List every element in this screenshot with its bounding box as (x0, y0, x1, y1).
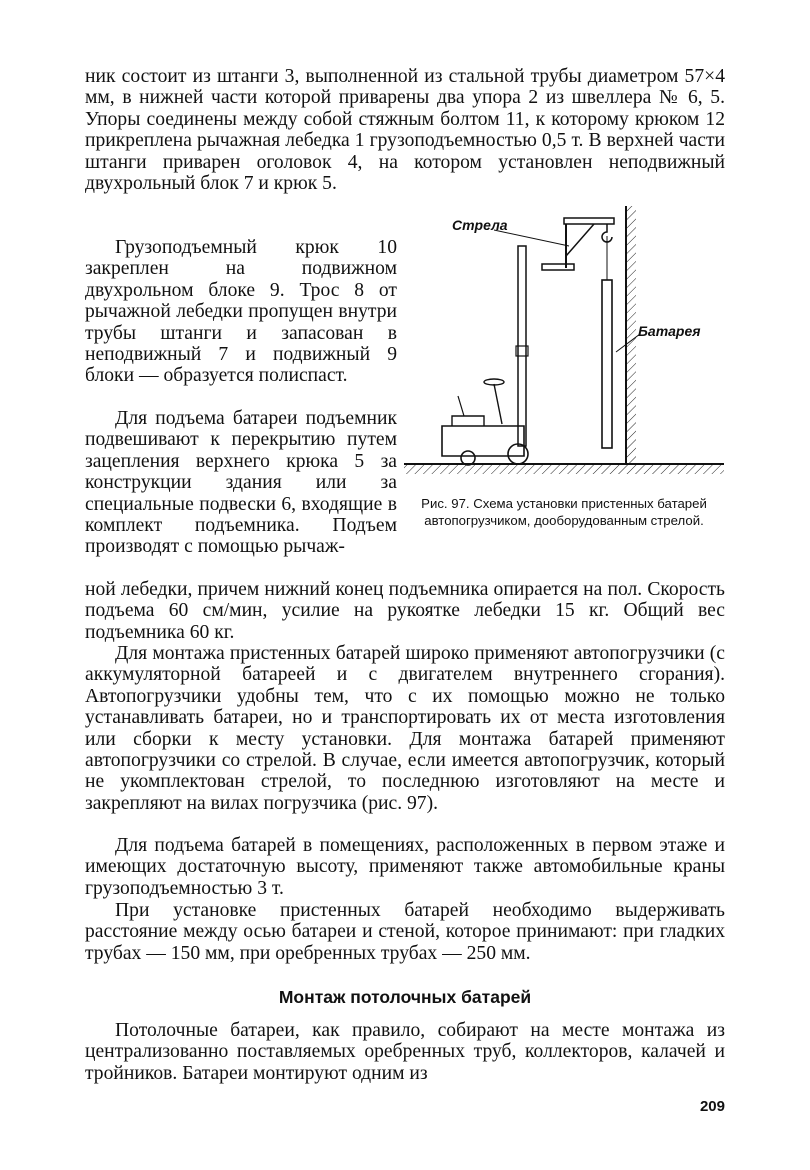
battery (602, 280, 612, 448)
paragraph-7: Потолочные батареи, как правило, собирают на месте монтажа из централизованно поставляемых оребренных труб, коллекторов, калачей и тройников. Батареи монтируют одним из (85, 1020, 725, 1084)
page-number: 209 (699, 1098, 725, 1115)
paragraph-6: При установке пристенных батарей необходимо выдерживать расстояние между осью батареи и стеной, которое принимают: при гладких трубах — 150 мм, при оребренных трубах — 250 мм. (85, 900, 725, 964)
steering-column (494, 384, 502, 424)
paragraph-3-part-b: ной лебедки, причем нижний конец подъемника опирается на пол. Скорость подъема 60 см/мин, усилие на рукоятке лебедки 15 кг. Общий вес подъемника 60 кг. (85, 579, 725, 643)
wall-hatching (626, 206, 636, 464)
forklift-diagram (404, 196, 724, 484)
control-lever (458, 396, 464, 416)
battery-label: Батарея (638, 323, 701, 339)
section-heading: Монтаж потолочных батарей (278, 987, 532, 1007)
forklift-body (442, 426, 524, 456)
boom-label: Стрела (452, 217, 508, 233)
rear-wheel (461, 451, 475, 465)
fork-carriage (542, 264, 574, 270)
forklift-seat (452, 416, 484, 426)
boom-brace (566, 224, 594, 256)
boom-beam (564, 218, 614, 224)
front-wheel (508, 444, 528, 464)
paragraph-1: ник состоит из штанги 3, выполненной из стальной трубы диаметром 57×4 мм, в нижней части которой приварены два упора 2 из швеллера № 6, 5. Упоры соединены между собой стяжным болтом 11, к которому крюком 12 прикреплена рычажная лебедка 1 грузоподъемностью 0,5 т. В верхней части штанги приварен оголовок 4, на котором установлен неподвижный двухрольный блок 7 и крюк 5. (85, 66, 725, 195)
floor-hatching (404, 464, 724, 474)
figure-caption: Рис. 97. Схема установки пристенных батарей автопогрузчиком, дооборудованным стрелой. (421, 496, 707, 528)
paragraph-3-part-a: Для подъема батареи подъемник подвешивают к перекрытию путем зацепления верхнего крюка 5 за конструкции здания или за специальные подвески 6, входящие в комплект подъемника. Подъем производят с помощью рычаж- (85, 408, 397, 558)
paragraph-4: Для монтажа пристенных батарей широко применяют автопогрузчики (с аккумуляторной батареей и с двигателем внутреннего сгорания). Автопогрузчики удобны тем, что с их помощью можно не только устанавливать батареи, но и транспортировать их от места изготовления или сборки к месту установки. Для монтажа батарей применяют автопогрузчики со стрелой. В случае, если имеется автопогрузчик, который не укомплектован стрелой, то последнюю изготовляют на месте и закрепляют на вилах погрузчика (рис. 97). (85, 643, 725, 814)
paragraph-2: Грузоподъемный крюк 10 закреплен на подвижном двухрольном блоке 9. Трос 8 от рычажной лебедки пропущен внутри трубы штанги и запасован в неподвижный 7 и подвижный 9 блоки — образуется полиспаст. (85, 237, 397, 387)
paragraph-5: Для подъема батарей в помещениях, расположенных в первом этаже и имеющих достаточную высоту, применяют также автомобильные краны грузоподъемностью 3 т. (85, 835, 725, 899)
figure-97 (404, 196, 724, 484)
